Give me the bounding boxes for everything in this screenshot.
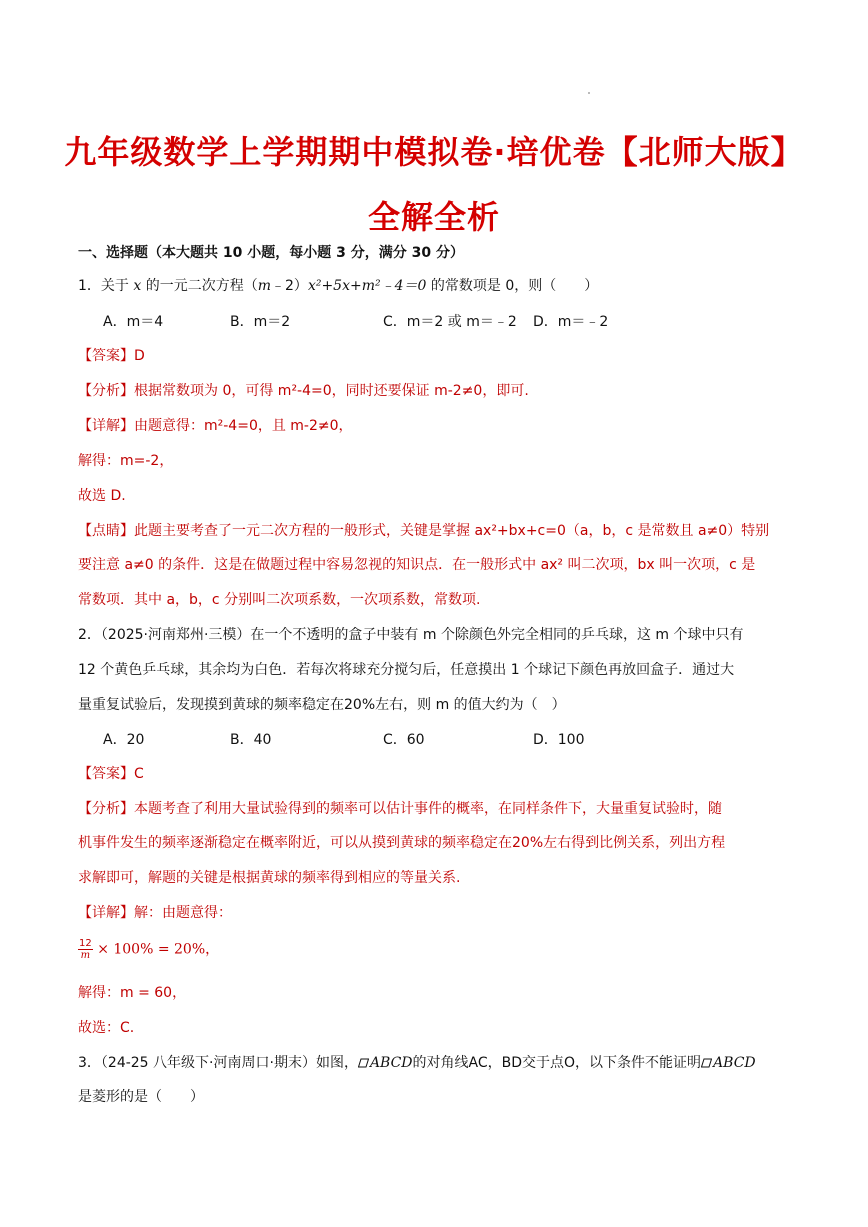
q1-solve: 解得：m=-2， — [78, 453, 174, 469]
q1-option-a: A．m＝4 — [103, 314, 164, 330]
q3-stem-a: 3．（24-25 八年级下·河南周口·期末）如图， — [78, 1055, 358, 1071]
q3-abcd-1: ABCD — [369, 1055, 413, 1071]
q2-analysis-line-3: 求解即可，解题的关键是根据黄球的频率得到相应的等量关系. — [78, 870, 461, 886]
page-title: 九年级数学上学期期中模拟卷·培优卷【北师大版】 — [64, 133, 804, 171]
q1-stem-a: 关于 — [100, 278, 134, 294]
q1-equation: x²+5x+m²﹣4＝0 — [307, 278, 427, 294]
q1-stem-b: 的一元二次方程（ — [141, 278, 258, 294]
q1-comment-line-1: 【点睛】此题主要考查了一元二次方程的一般形式，关键是掌握 ax²+bx+c=0（a，b，c 是常数且 a≠0）特别 — [78, 523, 770, 539]
q3-stem-line-1 — [78, 1053, 756, 1073]
q1-answer: 【答案】D — [78, 348, 145, 364]
q1-comment-line-2: 要注意 a≠0 的条件．这是在做题过程中容易忽视的知识点．在一般形式中 ax² 叫二次项，bx 叫一次项，c 是 — [78, 557, 756, 573]
q1-choose: 故选 D. — [78, 488, 126, 504]
q2-detail: 【详解】解：由题意得： — [78, 905, 232, 921]
q2-analysis-line-1: 【分析】本题考查了利用大量试验得到的频率可以估计事件的概率，在同样条件下，大量重复试验时，随 — [78, 801, 722, 817]
q2-fraction — [78, 938, 93, 961]
q2-option-b: B．40 — [230, 732, 272, 748]
q2-frac-denominator: m — [80, 950, 91, 961]
q3-abcd-2: ABCD — [713, 1055, 756, 1071]
q2-frac-numerator: 12 — [79, 938, 92, 949]
q1-comment-line-3: 常数项．其中 a，b，c 分别叫二次项系数，一次项系数，常数项. — [78, 592, 481, 608]
q1-var-x: x — [133, 278, 142, 294]
q2-solve: 解得：m = 60， — [78, 985, 187, 1001]
q2-answer: 【答案】C — [78, 766, 144, 782]
q2-stem-line-1: 2．（2025·河南郑州·三模）在一个不透明的盒子中装有 m 个除颜色外完全相同的乒乓球，这 m 个球中只有 — [78, 627, 744, 643]
q1-number: 1． — [78, 278, 101, 294]
q3-stem-line-2: 是菱形的是（ ） — [78, 1089, 204, 1105]
q2-option-d: D．100 — [533, 732, 585, 748]
q1-option-d: D．m＝﹣2 — [533, 314, 609, 330]
q3-stem-c: 的对角线AC，BD交于点O，以下条件不能证明 — [412, 1055, 702, 1071]
q2-choose: 故选：C. — [78, 1020, 135, 1036]
q1-stem-d: 的常数项是 0，则（ ） — [426, 278, 599, 294]
q1-analysis: 【分析】根据常数项为 0，可得 m²-4=0，同时还要保证 m-2≠0，即可. — [78, 383, 529, 399]
q1-stem — [78, 276, 598, 296]
page-subtitle: 全解全析 — [367, 198, 500, 236]
section-heading: 一、选择题（本大题共 10 小题，每小题 3 分，满分 30 分） — [78, 245, 464, 261]
q2-stem-line-2: 12 个黄色乒乓球，其余均为白色．若每次将球充分搅匀后，任意摸出 1 个球记下颜色再放回盒子．通过大 — [78, 662, 735, 678]
q2-analysis-line-2: 机事件发生的频率逐渐稳定在概率附近，可以从摸到黄球的频率稳定在20%左右得到比例关系，列出方程 — [78, 835, 726, 851]
parallelogram-icon — [358, 1058, 369, 1068]
q1-var-m: m — [257, 278, 272, 294]
q1-option-c: C．m＝2 或 m＝﹣2 — [383, 314, 517, 330]
q2-option-a: A．20 — [103, 732, 145, 748]
q1-stem-c: ﹣2） — [271, 278, 308, 294]
q2-option-c: C．60 — [383, 732, 425, 748]
parallelogram-icon — [701, 1058, 712, 1068]
q1-detail: 【详解】由题意得：m²-4=0，且 m-2≠0， — [78, 418, 353, 434]
q2-stem-line-3: 量重复试验后，发现摸到黄球的频率稳定在20%左右，则 m 的值大约为（ ） — [78, 697, 566, 713]
q2-equation — [78, 938, 219, 961]
speck-mark — [588, 92, 590, 94]
q2-equation-rest: × 100% = 20%， — [97, 941, 220, 958]
q1-option-b: B．m＝2 — [230, 314, 291, 330]
